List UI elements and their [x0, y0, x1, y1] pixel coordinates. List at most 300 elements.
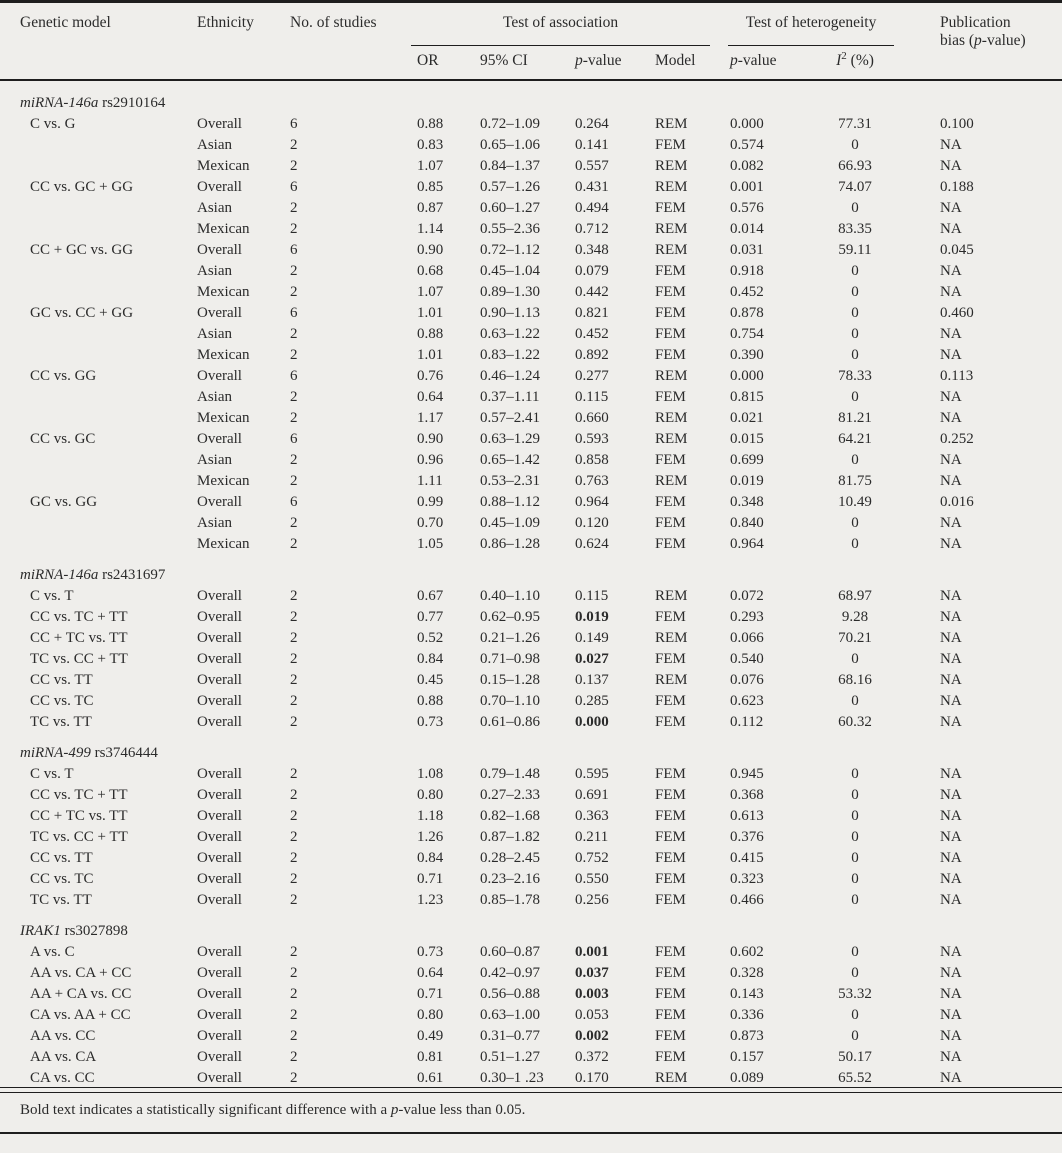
cell-genetic-model: AA vs. CC [30, 1028, 96, 1045]
cell-publication-bias: NA [940, 347, 962, 364]
cell-95ci: 0.86–1.28 [480, 536, 540, 553]
cell-95ci: 0.60–1.27 [480, 200, 540, 217]
cell-95ci: 0.87–1.82 [480, 829, 540, 846]
cell-assoc-p-value: 0.053 [575, 1007, 609, 1024]
cell-i-squared: 0 [851, 284, 859, 301]
cell-no-of-studies: 2 [290, 515, 298, 532]
cell-assoc-p-value: 0.149 [575, 630, 609, 647]
cell-genetic-model: CC + TC vs. TT [30, 630, 128, 647]
cell-assoc-p-value: 0.256 [575, 892, 609, 909]
cell-or: 0.76 [417, 368, 444, 385]
cell-het-p-value: 0.368 [730, 787, 764, 804]
cell-i-squared: 0 [851, 829, 859, 846]
cell-95ci: 0.89–1.30 [480, 284, 540, 301]
cell-model: FEM [655, 965, 686, 982]
cell-95ci: 0.53–2.31 [480, 473, 540, 490]
cell-model: FEM [655, 944, 686, 961]
cell-assoc-p-value: 0.141 [575, 137, 609, 154]
cell-assoc-p-value: 0.593 [575, 431, 609, 448]
cell-model: FEM [655, 986, 686, 1003]
cell-genetic-model [0, 322, 197, 343]
section-title [0, 80, 1062, 112]
cell-genetic-model [0, 280, 197, 301]
cell-publication-bias: NA [940, 829, 962, 846]
snp-id: rs2431697 [102, 567, 166, 584]
cell-no-of-studies: 2 [290, 158, 298, 175]
cell-or: 1.05 [417, 536, 444, 553]
cell-no-of-studies: 2 [290, 766, 298, 783]
cell-publication-bias: NA [940, 850, 962, 867]
col-header-model: Model [645, 46, 720, 80]
cell-model: FEM [655, 326, 686, 343]
cell-95ci: 0.90–1.13 [480, 305, 540, 322]
cell-ethnicity: Overall [197, 368, 242, 385]
cell-95ci: 0.82–1.68 [480, 808, 540, 825]
cell-publication-bias: NA [940, 200, 962, 217]
cell-95ci: 0.70–1.10 [480, 693, 540, 710]
cell-ethnicity: Overall [197, 965, 242, 982]
cell-or: 0.73 [417, 944, 444, 961]
cell-publication-bias: NA [940, 410, 962, 427]
table-row [0, 888, 1062, 909]
cell-genetic-model: CC vs. TC [30, 693, 94, 710]
cell-or: 1.08 [417, 766, 444, 783]
cell-genetic-model: CC + GC vs. GG [30, 242, 134, 259]
cell-ethnicity: Overall [197, 1049, 242, 1066]
table-row [0, 1024, 1062, 1045]
cell-genetic-model: A vs. C [30, 944, 75, 961]
cell-no-of-studies: 6 [290, 368, 298, 385]
cell-ethnicity: Overall [197, 1028, 242, 1045]
cell-no-of-studies: 6 [290, 242, 298, 259]
cell-ethnicity: Overall [197, 651, 242, 668]
table-row [0, 154, 1062, 175]
cell-or: 0.71 [417, 986, 444, 1003]
cell-genetic-model [0, 154, 197, 175]
cell-no-of-studies: 2 [290, 1028, 298, 1045]
cell-i-squared: 0 [851, 766, 859, 783]
cell-i-squared: 0 [851, 326, 859, 343]
cell-genetic-model: CC vs. TC + TT [30, 787, 128, 804]
cell-no-of-studies: 2 [290, 1070, 298, 1087]
cell-or: 0.90 [417, 242, 444, 259]
cell-publication-bias: NA [940, 1028, 962, 1045]
cell-model: FEM [655, 284, 686, 301]
cell-or: 0.96 [417, 452, 444, 469]
cell-no-of-studies: 2 [290, 263, 298, 280]
cell-het-p-value: 0.699 [730, 452, 764, 469]
table-row [0, 301, 1062, 322]
table-row [0, 532, 1062, 553]
cell-or: 1.07 [417, 158, 444, 175]
cell-ethnicity: Asian [197, 326, 232, 343]
table-row [0, 217, 1062, 238]
cell-assoc-p-value: 0.452 [575, 326, 609, 343]
cell-het-p-value: 0.466 [730, 892, 764, 909]
cell-het-p-value: 0.000 [730, 368, 764, 385]
table-header [0, 2, 1062, 81]
cell-assoc-p-value: 0.363 [575, 808, 609, 825]
cell-no-of-studies: 2 [290, 829, 298, 846]
cell-or: 0.81 [417, 1049, 444, 1066]
cell-i-squared: 81.75 [838, 473, 872, 490]
section-header-row [0, 731, 1062, 762]
cell-genetic-model: TC vs. TT [30, 714, 92, 731]
cell-ethnicity: Overall [197, 829, 242, 846]
cell-95ci: 0.85–1.78 [480, 892, 540, 909]
cell-or: 0.99 [417, 494, 444, 511]
table-row [0, 1045, 1062, 1066]
cell-no-of-studies: 2 [290, 651, 298, 668]
cell-no-of-studies: 2 [290, 630, 298, 647]
col-header-het-p-value: p-value [720, 46, 810, 80]
cell-publication-bias: 0.016 [940, 494, 974, 511]
cell-95ci: 0.63–1.00 [480, 1007, 540, 1024]
table-row [0, 322, 1062, 343]
cell-i-squared: 81.21 [838, 410, 872, 427]
cell-het-p-value: 0.019 [730, 473, 764, 490]
cell-model: FEM [655, 137, 686, 154]
cell-model: FEM [655, 389, 686, 406]
cell-genetic-model: C vs. T [30, 766, 74, 783]
cell-publication-bias: NA [940, 284, 962, 301]
table-row [0, 448, 1062, 469]
cell-publication-bias: 0.252 [940, 431, 974, 448]
cell-model: FEM [655, 892, 686, 909]
cell-genetic-model: CC vs. GC [30, 431, 96, 448]
cell-genetic-model [0, 406, 197, 427]
cell-publication-bias: NA [940, 473, 962, 490]
cell-ethnicity: Overall [197, 116, 242, 133]
cell-ethnicity: Overall [197, 766, 242, 783]
cell-ethnicity: Mexican [197, 536, 250, 553]
cell-95ci: 0.61–0.86 [480, 714, 540, 731]
cell-ethnicity: Overall [197, 305, 242, 322]
cell-publication-bias: NA [940, 693, 962, 710]
cell-no-of-studies: 6 [290, 179, 298, 196]
cell-assoc-p-value: 0.079 [575, 263, 609, 280]
cell-genetic-model: CC vs. TC + TT [30, 609, 128, 626]
cell-assoc-p-value: 0.550 [575, 871, 609, 888]
cell-assoc-p-value: 0.691 [575, 787, 609, 804]
cell-publication-bias: NA [940, 808, 962, 825]
cell-assoc-p-value: 0.285 [575, 693, 609, 710]
cell-het-p-value: 0.328 [730, 965, 764, 982]
cell-i-squared: 0 [851, 137, 859, 154]
cell-ethnicity: Overall [197, 630, 242, 647]
cell-95ci: 0.51–1.27 [480, 1049, 540, 1066]
cell-or: 1.23 [417, 892, 444, 909]
cell-no-of-studies: 2 [290, 389, 298, 406]
cell-ethnicity: Asian [197, 263, 232, 280]
cell-model: REM [655, 473, 688, 490]
cell-het-p-value: 0.323 [730, 871, 764, 888]
cell-genetic-model [0, 385, 197, 406]
cell-het-p-value: 0.390 [730, 347, 764, 364]
cell-ethnicity: Overall [197, 892, 242, 909]
cell-95ci: 0.63–1.29 [480, 431, 540, 448]
cell-het-p-value: 0.143 [730, 986, 764, 1003]
cell-ethnicity: Asian [197, 200, 232, 217]
cell-assoc-p-value: 0.624 [575, 536, 609, 553]
cell-genetic-model: GC vs. CC + GG [30, 305, 134, 322]
cell-no-of-studies: 2 [290, 850, 298, 867]
cell-ethnicity: Overall [197, 787, 242, 804]
cell-het-p-value: 0.602 [730, 944, 764, 961]
cell-no-of-studies: 2 [290, 965, 298, 982]
cell-model: REM [655, 179, 688, 196]
cell-ethnicity: Overall [197, 431, 242, 448]
cell-i-squared: 0 [851, 808, 859, 825]
cell-95ci: 0.37–1.11 [480, 389, 540, 406]
table-row [0, 647, 1062, 668]
cell-genetic-model: CC vs. GG [30, 368, 97, 385]
cell-i-squared: 0 [851, 389, 859, 406]
cell-genetic-model: GC vs. GG [30, 494, 98, 511]
cell-95ci: 0.84–1.37 [480, 158, 540, 175]
cell-i-squared: 0 [851, 200, 859, 217]
cell-or: 0.85 [417, 179, 444, 196]
cell-model: FEM [655, 1007, 686, 1024]
cell-het-p-value: 0.348 [730, 494, 764, 511]
cell-genetic-model: CC vs. TC [30, 871, 94, 888]
cell-model: REM [655, 588, 688, 605]
cell-assoc-p-value: 0.712 [575, 221, 609, 238]
cell-publication-bias: NA [940, 158, 962, 175]
cell-ethnicity: Overall [197, 693, 242, 710]
cell-genetic-model: AA + CA vs. CC [30, 986, 132, 1003]
col-header-or: OR [405, 46, 462, 80]
table-row [0, 406, 1062, 427]
cell-publication-bias: NA [940, 766, 962, 783]
cell-or: 0.49 [417, 1028, 444, 1045]
cell-genetic-model: TC vs. CC + TT [30, 651, 128, 668]
cell-model: FEM [655, 766, 686, 783]
table-row [0, 867, 1062, 888]
cell-het-p-value: 0.376 [730, 829, 764, 846]
cell-or: 0.68 [417, 263, 444, 280]
cell-ethnicity: Overall [197, 494, 242, 511]
cell-publication-bias: NA [940, 452, 962, 469]
cell-or: 0.88 [417, 326, 444, 343]
cell-het-p-value: 0.945 [730, 766, 764, 783]
cell-95ci: 0.45–1.04 [480, 263, 540, 280]
cell-het-p-value: 0.964 [730, 536, 764, 553]
cell-or: 0.70 [417, 515, 444, 532]
cell-genetic-model [0, 133, 197, 154]
cell-i-squared: 50.17 [838, 1049, 872, 1066]
cell-no-of-studies: 2 [290, 284, 298, 301]
cell-no-of-studies: 6 [290, 305, 298, 322]
cell-or: 1.01 [417, 347, 444, 364]
cell-assoc-p-value: 0.892 [575, 347, 609, 364]
cell-ethnicity: Overall [197, 242, 242, 259]
cell-or: 1.14 [417, 221, 444, 238]
cell-assoc-p-value: 0.002 [575, 1028, 609, 1045]
cell-ethnicity: Asian [197, 452, 232, 469]
cell-het-p-value: 0.452 [730, 284, 764, 301]
cell-no-of-studies: 2 [290, 714, 298, 731]
cell-i-squared: 0 [851, 305, 859, 322]
cell-or: 0.67 [417, 588, 444, 605]
cell-publication-bias: NA [940, 1007, 962, 1024]
cell-no-of-studies: 2 [290, 200, 298, 217]
cell-95ci: 0.65–1.42 [480, 452, 540, 469]
cell-95ci: 0.72–1.12 [480, 242, 540, 259]
cell-publication-bias: NA [940, 714, 962, 731]
gene-name: miRNA-146a [20, 567, 99, 584]
footnote-separator-top [0, 1087, 1062, 1088]
cell-genetic-model: TC vs. CC + TT [30, 829, 128, 846]
cell-i-squared: 0 [851, 787, 859, 804]
cell-or: 0.87 [417, 200, 444, 217]
cell-or: 0.73 [417, 714, 444, 731]
cell-no-of-studies: 2 [290, 672, 298, 689]
table-row [0, 175, 1062, 196]
cell-model: FEM [655, 808, 686, 825]
cell-assoc-p-value: 0.372 [575, 1049, 609, 1066]
cell-ethnicity: Overall [197, 609, 242, 626]
cell-ethnicity: Overall [197, 944, 242, 961]
cell-genetic-model: CA vs. AA + CC [30, 1007, 131, 1024]
cell-het-p-value: 0.112 [730, 714, 764, 731]
cell-i-squared: 0 [851, 944, 859, 961]
cell-or: 1.11 [417, 473, 443, 490]
cell-genetic-model: CC vs. GC + GG [30, 179, 134, 196]
cell-95ci: 0.21–1.26 [480, 630, 540, 647]
cell-model: REM [655, 158, 688, 175]
cell-genetic-model [0, 196, 197, 217]
table-row [0, 961, 1062, 982]
cell-95ci: 0.88–1.12 [480, 494, 540, 511]
cell-ethnicity: Overall [197, 808, 242, 825]
cell-no-of-studies: 2 [290, 347, 298, 364]
table-row [0, 427, 1062, 448]
cell-ethnicity: Asian [197, 137, 232, 154]
cell-publication-bias: 0.045 [940, 242, 974, 259]
table-row [0, 385, 1062, 406]
cell-publication-bias: NA [940, 672, 962, 689]
section-header-row [0, 909, 1062, 940]
cell-publication-bias: NA [940, 1070, 962, 1087]
cell-ethnicity: Overall [197, 672, 242, 689]
cell-assoc-p-value: 0.027 [575, 651, 609, 668]
table-row [0, 605, 1062, 626]
cell-assoc-p-value: 0.557 [575, 158, 609, 175]
cell-no-of-studies: 2 [290, 808, 298, 825]
cell-i-squared: 0 [851, 347, 859, 364]
cell-het-p-value: 0.066 [730, 630, 764, 647]
cell-het-p-value: 0.336 [730, 1007, 764, 1024]
cell-no-of-studies: 2 [290, 944, 298, 961]
cell-model: FEM [655, 305, 686, 322]
cell-het-p-value: 0.623 [730, 693, 764, 710]
cell-het-p-value: 0.815 [730, 389, 764, 406]
cell-i-squared: 0 [851, 871, 859, 888]
section-title [0, 909, 1062, 940]
table-row [0, 689, 1062, 710]
cell-publication-bias: NA [940, 944, 962, 961]
cell-publication-bias: NA [940, 326, 962, 343]
cell-i-squared: 68.97 [838, 588, 872, 605]
cell-assoc-p-value: 0.442 [575, 284, 609, 301]
col-header-i-squared: $I^2$ (%) [810, 46, 900, 80]
group-header-test-of-association: Test of association [405, 2, 720, 47]
cell-no-of-studies: 2 [290, 693, 298, 710]
table-row [0, 238, 1062, 259]
cell-i-squared: 65.52 [838, 1070, 872, 1087]
cell-assoc-p-value: 0.348 [575, 242, 609, 259]
cell-or: 1.01 [417, 305, 444, 322]
cell-i-squared: 68.16 [838, 672, 872, 689]
cell-95ci: 0.65–1.06 [480, 137, 540, 154]
cell-genetic-model: CC + TC vs. TT [30, 808, 128, 825]
cell-i-squared: 53.32 [838, 986, 872, 1003]
cell-model: FEM [655, 263, 686, 280]
cell-het-p-value: 0.072 [730, 588, 764, 605]
cell-publication-bias: NA [940, 263, 962, 280]
cell-publication-bias: NA [940, 221, 962, 238]
cell-95ci: 0.45–1.09 [480, 515, 540, 532]
cell-ethnicity: Overall [197, 986, 242, 1003]
cell-or: 0.52 [417, 630, 444, 647]
cell-no-of-studies: 2 [290, 473, 298, 490]
cell-model: REM [655, 221, 688, 238]
cell-genetic-model: C vs. T [30, 588, 74, 605]
cell-genetic-model [0, 343, 197, 364]
cell-het-p-value: 0.000 [730, 116, 764, 133]
cell-95ci: 0.28–2.45 [480, 850, 540, 867]
cell-ethnicity: Overall [197, 850, 242, 867]
cell-95ci: 0.55–2.36 [480, 221, 540, 238]
cell-het-p-value: 0.001 [730, 179, 764, 196]
section-header-row [0, 553, 1062, 584]
cell-i-squared: 0 [851, 515, 859, 532]
cell-ethnicity: Mexican [197, 347, 250, 364]
cell-i-squared: 83.35 [838, 221, 872, 238]
table-row [0, 1003, 1062, 1024]
table-row [0, 783, 1062, 804]
cell-assoc-p-value: 0.037 [575, 965, 609, 982]
cell-model: FEM [655, 1028, 686, 1045]
section-title [0, 553, 1062, 584]
cell-ethnicity: Asian [197, 515, 232, 532]
cell-genetic-model: C vs. G [30, 116, 76, 133]
cell-model: FEM [655, 850, 686, 867]
cell-or: 0.61 [417, 1070, 444, 1087]
cell-genetic-model: CA vs. CC [30, 1070, 95, 1087]
cell-i-squared: 9.28 [841, 609, 869, 626]
cell-model: REM [655, 410, 688, 427]
cell-95ci: 0.27–2.33 [480, 787, 540, 804]
table-row [0, 762, 1062, 783]
cell-model: FEM [655, 829, 686, 846]
table-row [0, 343, 1062, 364]
cell-ethnicity: Overall [197, 1070, 242, 1087]
cell-i-squared: 74.07 [838, 179, 872, 196]
cell-ethnicity: Mexican [197, 221, 250, 238]
cell-assoc-p-value: 0.019 [575, 609, 609, 626]
cell-95ci: 0.72–1.09 [480, 116, 540, 133]
cell-no-of-studies: 2 [290, 892, 298, 909]
cell-publication-bias: 0.188 [940, 179, 974, 196]
cell-het-p-value: 0.014 [730, 221, 764, 238]
cell-or: 0.64 [417, 389, 444, 406]
cell-ethnicity: Overall [197, 179, 242, 196]
cell-i-squared: 78.33 [838, 368, 872, 385]
cell-het-p-value: 0.089 [730, 1070, 764, 1087]
cell-model: FEM [655, 347, 686, 364]
